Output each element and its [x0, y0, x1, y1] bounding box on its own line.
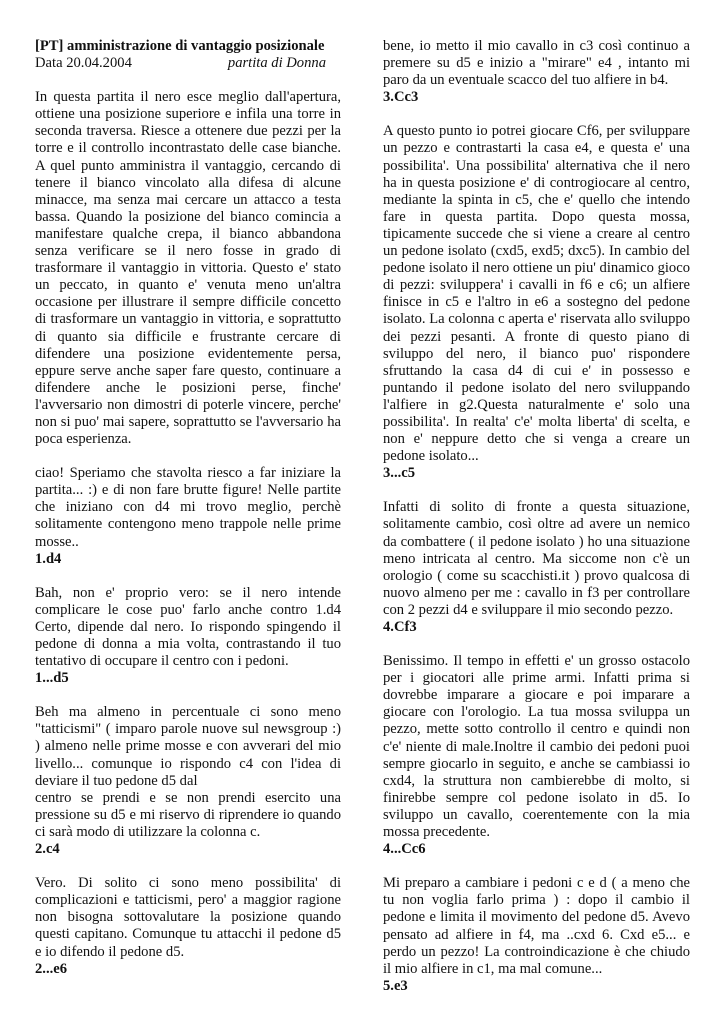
comment-paragraph: Infatti di solito di fronte a questa situazione, solitamente cambio, così oltre ad avere un nemico da combattere ( il pedone isolato ) ho una situazione meno intricata al centro. Ma siccome non c'è un orologio ( come su scacchisti.it ) provo qualcosa di nuovo almeno per me : cavallo in f3 per controllare con 2 pezzi d4 e sviluppare il mio secondo pezzo.: [383, 499, 690, 618]
chess-move: 3...c5: [383, 465, 416, 482]
chess-move: 4...Cc6: [383, 841, 426, 858]
comment-paragraph: Bah, non e' proprio vero: se il nero intende complicare le cose puo' farlo anche contro 1.d4 Certo, dipende dal nero. Io rispondo spingendo il pedone di donna a mia volta, contrastando il tuo tentativo di occupare il centro con i pedoni.: [35, 584, 341, 670]
left-column: [35, 38, 341, 978]
comment-paragraph: A questo punto io potrei giocare Cf6, per sviluppare un pezzo e contrastarti la casa e4, e questa e' una possibilita'. Una possibilita' alternativa che il nero ha in questa posizione e' di controgiocare al centro, mediante la spinta in c5, che e' quello che intendo fare in questa partita. Dopo questa mossa, tipicamente succede che si viene a creare al centro un pedone isolato (cxd5, exd5; dxc5). In cambio del pedone isolato il nero ottiene un piu' dinamico gioco di pezzi: sviluppera' i cavalli in f6 e c6; un alfiere finisce in c5 e l'altro in e6 a sostegno del pedone isolato. La colonna c aperta e' riservata allo sviluppo dei pezzi pesanti. A fronte di questo piano di sviluppo del nero, il bianco puo' rispondere sfruttando la casa d4 di cui e' in possesso e puntando il pedone isolato del nero sviluppando l'alfiere in g2.Questa naturalmente e' solo una possibilita'. In realta' c'e' molta liberta' di scelta, e non e' neppure detto che si venga a creare un pedone isolato...: [383, 123, 690, 465]
comment-paragraph: centro se prendi e se non prendi esercito una pressione su d5 e mi riservo di riprendere io quando ci sarà modo di utilizzare la colonna c.: [35, 789, 341, 840]
document-title: [PT] amministrazione di vantaggio posizionale: [35, 38, 325, 54]
comment-paragraph: Beh ma almeno in percentuale ci sono meno "tatticismi" ( imparo parole nuove sul newsgroup :) ) almeno nelle prime mosse e con avverari del mio livello... comunque io rispondo c4 con l'idea di deviare il tuo pedone d5 dal: [35, 704, 341, 789]
comment-paragraph: Vero. Di solito ci sono meno possibilita' di complicazioni e tatticismi, pero' a maggior ragione non bisogna sottovalutare la posizione quando questi capitano. Comunque tu attacchi il pedone d5 e io difendo il pedone d5.: [35, 875, 341, 960]
right-column: [383, 38, 690, 995]
chess-move: 1...d5: [35, 670, 69, 687]
chess-move: 2.c4: [35, 841, 60, 858]
chess-move: 2...e6: [35, 960, 68, 977]
chess-move: 4.Cf3: [383, 619, 417, 635]
comment-paragraph: ciao! Speriamo che stavolta riesco a far iniziare la partita... :) e di non fare brutte figure! Nelle partite che iniziano con d4 mi trovo meglio, perchè solitamente contengono meno trappole nelle prime mosse..: [35, 465, 341, 550]
chess-move: 1.d4: [35, 550, 62, 567]
comment-paragraph: Benissimo. Il tempo in effetti e' un grosso ostacolo per i giocatori alle prime armi. Infatti prima si dovrebbe imparare a giocare e poi imparare a giocare con l'orologio. La tua mossa sviluppa un pezzo, mette sotto controllo il centro e quindi non c'e' niente di male.Inoltre il cambio dei pedoni puoi sempre giocarlo in seguito, e anche se cambiassi io cxd4, la struttura non cambierebbe di molto, si finirebbe sempre col pedone isolato in d5. Io sviluppo un cavallo, coerentemente con la mia mossa precedente.: [383, 653, 690, 841]
comment-paragraph: bene, io metto il mio cavallo in c3 così continuo a premere su d5 e inizio a "mirare" e4 , intanto mi paro da un eventuale scacco del tuo alfiere in b4.: [383, 38, 690, 89]
chess-move: 5.e3: [383, 977, 408, 994]
document-date: Data 20.04.2004: [35, 55, 132, 72]
game-type: partita di Donna: [227, 55, 326, 72]
intro-paragraph: In questa partita il nero esce meglio dall'apertura, ottiene una posizione superiore e infila una torre in seconda traversa. Riesce a ottenere due pezzi per la torre e il controllo incontrastato delle case bianche. A quel punto amministra il vantaggio, cercando di tenere il bianco vincolato alla difesa di alcune minacce, ma senza mai cercare un attacco a testa bassa. Quando la posizione del bianco comincia a manifestare qualche crepa, il bianco abbandona senza verificare se il nero fosse in grado di trasformare il vantaggio in vittoria. Questo e' stato un peccato, in quanto e' venuta meno un'altra occasione per illustrare il sempre difficile concetto di trasformare un vantaggio in vittoria, e soprattutto di quanto sia difficile e frustrante cercare di difendere una posizione evidentemente persa, eppure serve anche saper fare questo, continuare a difendere anche le posizioni perse, finche' l'avversario non dimostri di poterle vincere, perche' non si puo' mai sapere, soprattutto se l'avversario ha poca esperienza.: [35, 89, 341, 448]
comment-paragraph: Mi preparo a cambiare i pedoni c e d ( a meno che tu non voglia farlo prima ) : dopo il cambio il pedone e limita il movimento del pedone d5. Avevo pensato ad alfiere in f4, ma ..cxd 6. Cxd e5... e perdo un pezzo! La controindicazione è che chiudo il mio alfiere in c1, ma mal comune...: [383, 875, 690, 977]
document-subheader: [35, 55, 341, 72]
chess-move: 3.Cc3: [383, 89, 419, 106]
